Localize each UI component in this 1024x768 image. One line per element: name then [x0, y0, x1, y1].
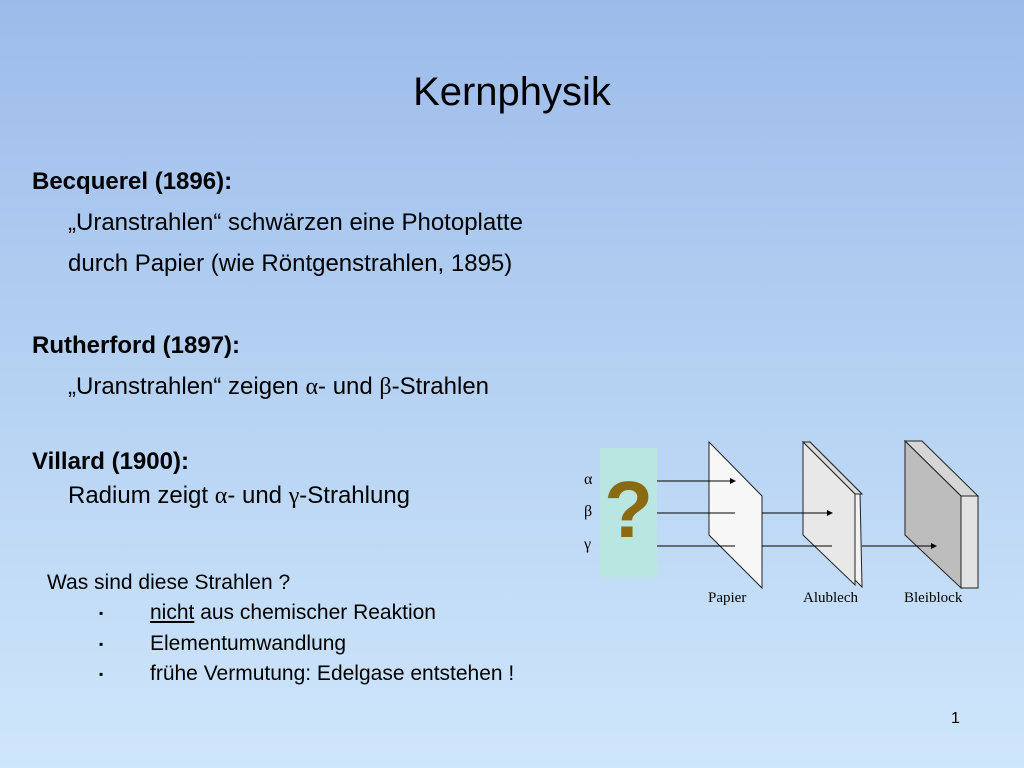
ray-label-gamma: γ	[584, 536, 592, 553]
papier-plate	[709, 442, 762, 588]
bullet-item	[150, 601, 436, 625]
bullet-item: Elementumwandlung	[150, 632, 347, 655]
label-bleiblock: Bleiblock	[904, 590, 963, 606]
label-papier: Papier	[708, 590, 747, 606]
ray-label-beta: β	[584, 503, 593, 520]
ray-label-alpha: α	[584, 471, 593, 488]
villard-line-pre: Radium zeigt	[68, 482, 215, 509]
rutherford-heading: Rutherford (1897):	[32, 332, 241, 359]
gamma-symbol: γ	[288, 483, 300, 509]
bullet-item: frühe Vermutung: Edelgase entstehen !	[150, 662, 515, 685]
question-text: Was sind diese Strahlen ?	[47, 571, 291, 594]
becquerel-line-1: „Uranstrahlen“ schwärzen eine Photoplatte	[68, 209, 523, 236]
bullet-item-text: aus chemischer Reaktion	[194, 601, 436, 624]
label-alublech: Alublech	[803, 590, 858, 606]
rutherford-line-mid: - und	[318, 373, 380, 400]
rutherford-line	[68, 373, 489, 401]
bullet-item-underlined: nicht	[150, 601, 195, 624]
rutherford-line-post: -Strahlen	[391, 373, 490, 400]
slide-title: Kernphysik	[413, 70, 611, 114]
becquerel-heading: Becquerel (1896):	[32, 168, 233, 195]
beta-symbol: β	[379, 374, 392, 400]
rutherford-line-pre: „Uranstrahlen“ zeigen	[68, 373, 306, 400]
alpha-symbol: α	[305, 374, 319, 400]
villard-line-mid: - und	[227, 482, 289, 509]
bullet-marker: ▪	[99, 667, 104, 681]
page-number: 1	[951, 710, 960, 727]
becquerel-line-2: durch Papier (wie Röntgenstrahlen, 1895)	[68, 250, 513, 277]
bullet-marker: ▪	[99, 606, 104, 620]
bullet-marker: ▪	[99, 637, 104, 651]
alublech-plate	[803, 442, 862, 587]
bleiblock-block	[905, 441, 978, 588]
question-mark: ?	[604, 465, 653, 554]
villard-line-post: -Strahlung	[299, 482, 411, 509]
villard-line	[68, 482, 410, 510]
alpha-symbol: α	[214, 483, 228, 509]
villard-heading: Villard (1900):	[32, 448, 189, 475]
